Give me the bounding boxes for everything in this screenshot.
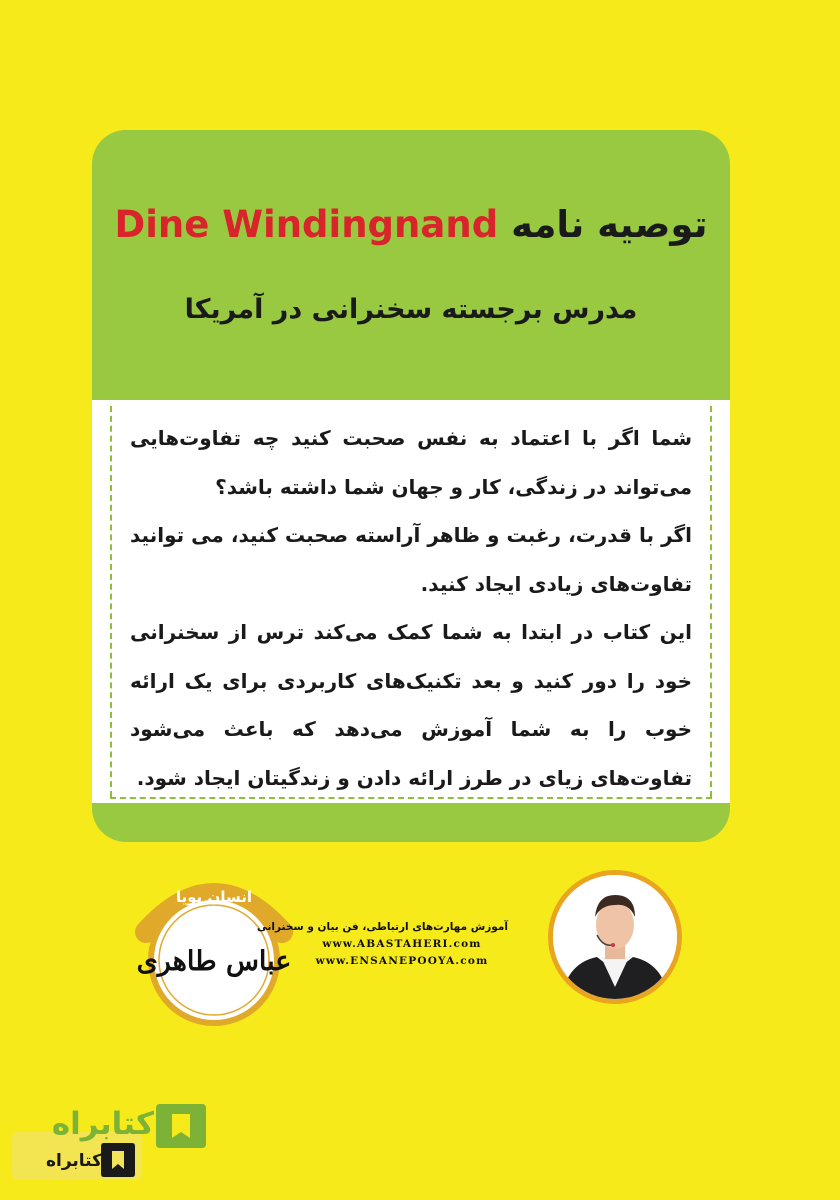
website-link-1[interactable]: www.ABASTAHERI.com [322, 938, 482, 950]
dashed-border-left [110, 406, 112, 797]
author-photo [548, 870, 682, 1004]
seal-name-text: عباس طاهری [136, 946, 292, 977]
paragraph-1: شما اگر با اعتماد به نفس صحبت کنید چه تفاوت‌هایی می‌تواند در زندگی، کار و جهان شما داشته باشد؟ [130, 426, 692, 499]
text-box [92, 400, 730, 803]
page-subtitle: مدرس برجسته سخنرانی در آمریکا [184, 294, 638, 325]
author-info [256, 918, 508, 970]
author-seal-logo [128, 862, 300, 1034]
website-link-2[interactable]: www.ENSANEPOOYA.com [315, 955, 489, 967]
paragraph-2: اگر با قدرت، رغبت و ظاهر آراسته صحبت کنید، می توانید تفاوت‌های زیادی ایجاد کنید. [130, 523, 692, 596]
dashed-border-right [710, 406, 712, 797]
brand-name-large: کتابراه [51, 1106, 154, 1142]
seal-top-text: انسان پویا [176, 888, 252, 906]
title-name: Dine Windingnand [114, 203, 499, 246]
brand-name-small: کتابراه [45, 1151, 102, 1171]
bookmark-icon [152, 1102, 210, 1150]
page-title [92, 200, 730, 250]
title-prefix: توصیه نامه [511, 203, 708, 246]
portrait-illustration [553, 875, 677, 999]
body-text [130, 414, 692, 802]
author-tagline: آموزش مهارت‌های ارتباطی، فن بیان و سخنرانی [256, 921, 508, 933]
bookmark-small-icon [98, 1142, 138, 1178]
publisher-watermark [12, 1098, 217, 1186]
paragraph-3: این کتاب در ابتدا به شما کمک می‌کند ترس از سخنرانی خود را دور کنید و بعد تکنیک‌های کاربردی برای یک ارائه خوب را به شما آموزش می‌دهد که باعث می‌شود تفاوت‌های زیای در طرز ارائه دادن و زندگیتان ایجاد شود. [130, 620, 692, 790]
